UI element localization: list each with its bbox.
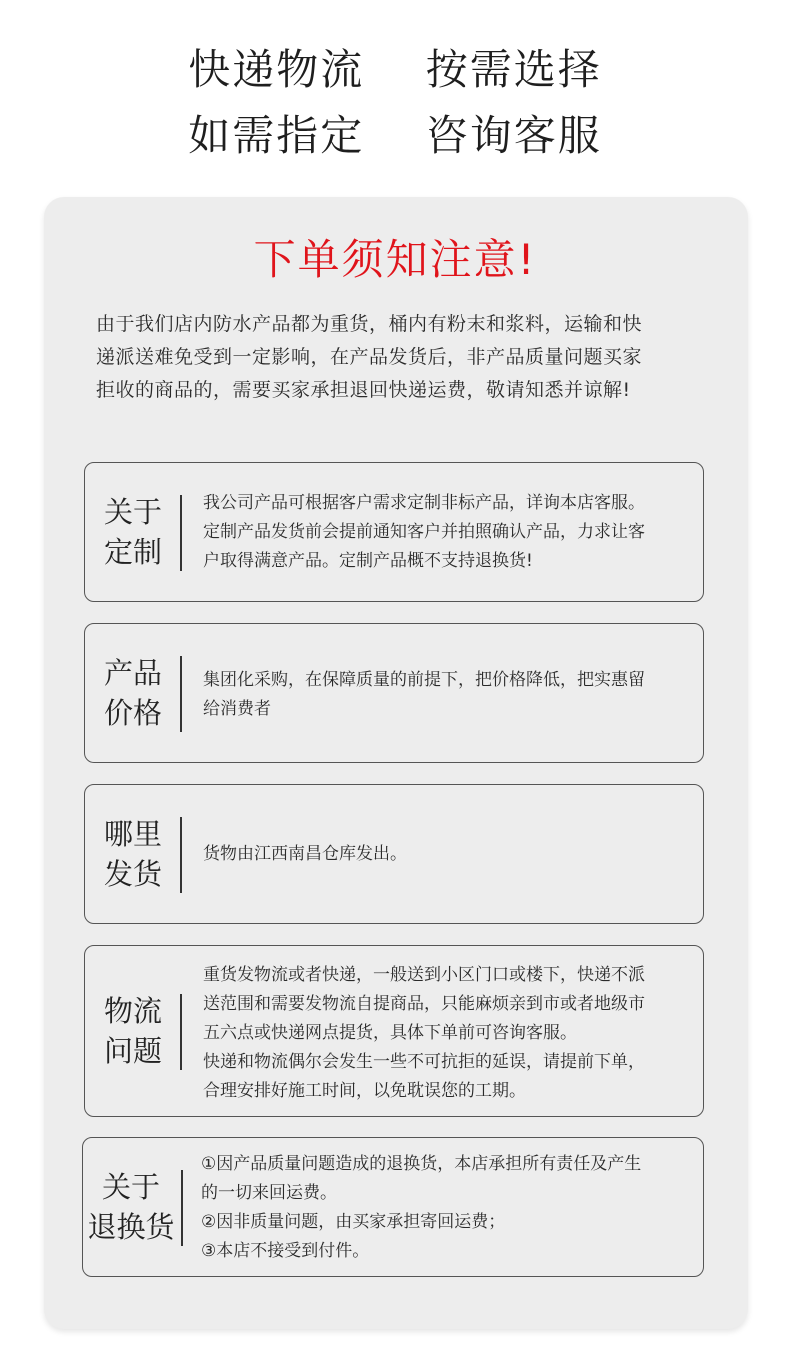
notice-line: 拒收的商品的，需要买家承担退回快递运费，敬请知悉并谅解!: [96, 379, 631, 401]
section-text: 我公司产品可根据客户需求定制非标产品，详询本店客服。 定制产品发货前会提前通知客户并拍照确认产品，力求让客 户取得满意产品。定制产品概不支持退换货!: [203, 493, 645, 571]
section-label: 关于 退换货: [87, 1170, 175, 1244]
section-divider: [180, 817, 182, 893]
section-price: [84, 623, 704, 763]
section-shipping-origin: [84, 784, 704, 924]
notice-body: [96, 308, 716, 407]
section-divider: [181, 1170, 183, 1246]
notice-title: 下单须知注意!: [253, 235, 537, 284]
section-label: 关于 定制: [103, 495, 162, 569]
section-divider: [180, 495, 182, 571]
section-label: 产品 价格: [103, 656, 162, 730]
section-label: 物流 问题: [103, 994, 162, 1068]
headline-line-2: 如需指定 咨询客服: [188, 111, 602, 160]
section-text: ①因产品质量问题造成的退换货，本店承担所有责任及产生 的一切来回运费。 ②因非质量问题，由买家承担寄回运费； ③本店不接受到付件。: [201, 1154, 642, 1261]
section-logistics: [84, 945, 704, 1117]
headline-line-1: 快递物流 按需选择: [188, 45, 602, 94]
section-label: 哪里 发货: [103, 817, 162, 891]
section-text: 重货发物流或者快递，一般送到小区门口或楼下，快递不派 送范围和需要发物流自提商品，只能麻烦亲到市或者地级市 五六点或快递网点提货，具体下单前可咨询客服。 快递和物流偶尔会发生一些不可抗拒的延误，请提前下单， 合理安排好施工时间，以免耽误您的工期。: [203, 965, 645, 1101]
section-returns: [82, 1137, 704, 1277]
notice-line: 由于我们店内防水产品都为重货，桶内有粉末和浆料，运输和快: [96, 313, 643, 335]
section-custom: [84, 462, 704, 602]
section-divider: [180, 656, 182, 732]
section-divider: [180, 994, 182, 1070]
section-text: 货物由江西南昌仓库发出。: [203, 844, 407, 864]
section-text: 集团化采购，在保障质量的前提下，把价格降低，把实惠留 给消费者: [203, 670, 645, 719]
notice-line: 递派送难免受到一定影响，在产品发货后，非产品质量问题买家: [96, 346, 643, 368]
